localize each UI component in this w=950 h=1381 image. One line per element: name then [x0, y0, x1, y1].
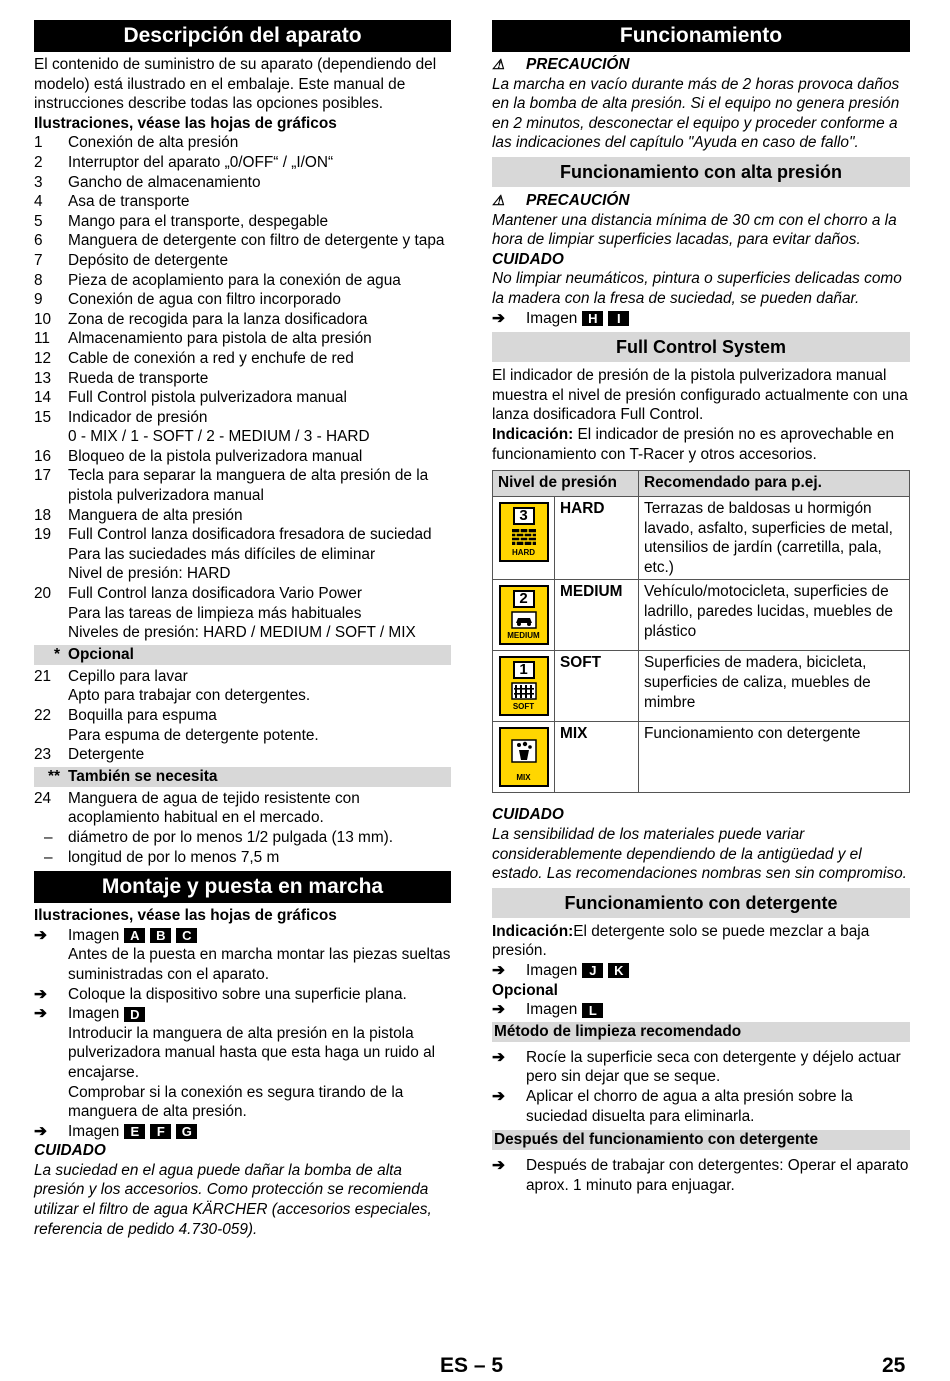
left-column: [34, 20, 451, 1239]
item-number: 13: [34, 369, 52, 387]
item-text: [68, 506, 451, 526]
item-line: Gancho de almacenamiento: [68, 173, 261, 191]
item-text: [68, 447, 451, 467]
list-item: [34, 506, 451, 526]
list-item: [34, 271, 451, 291]
item-number: 23: [34, 746, 52, 764]
step-text: Después de trabajar con detergentes: Operar el aparato aprox. 1 minuto para enjuagar.: [526, 1157, 909, 1194]
list-item: [34, 192, 451, 212]
image-ref-label: Imagen: [68, 1122, 120, 1140]
table-row: [493, 497, 910, 580]
item-text: [68, 388, 451, 408]
step-row: [34, 1122, 451, 1142]
image-ref-label: Imagen: [526, 962, 578, 980]
bricks-icon: [511, 528, 537, 546]
step-row: [34, 985, 451, 1005]
dash-text: diámetro de por lo menos 1/2 pulgada (13 mm).: [68, 828, 394, 846]
pressure-level: MEDIUM: [555, 580, 639, 651]
item-text: [68, 369, 451, 389]
subsection-title-full-control: Full Control System: [492, 332, 910, 362]
table-row: [493, 651, 910, 722]
item-number: 14: [34, 389, 52, 407]
item-text: [68, 408, 451, 447]
item-number: 6: [34, 232, 43, 250]
pressure-table: [492, 470, 910, 793]
step-text: Introducir la manguera de alta presión en la pistola pulverizadora manual hasta que esta haga un ruido al encajarse.: [68, 1024, 436, 1081]
item-text: [68, 231, 451, 251]
recommendation: Superficies de madera, bicicleta, superficies de caliza, muebles de mimbre: [639, 651, 910, 722]
item-subline: Apto para trabajar con detergentes.: [68, 687, 311, 705]
item-line: Depósito de detergente: [68, 251, 229, 269]
figure-badge: F: [150, 1124, 171, 1139]
level-icon-cell: [493, 651, 555, 722]
step-row: [34, 926, 451, 946]
caution-label: CUIDADO: [492, 806, 564, 824]
list-item: [34, 408, 451, 447]
list-item: [34, 153, 451, 173]
list-item: [34, 290, 451, 310]
precaution-label: PRECAUCIÓN: [526, 56, 630, 73]
item-line: Tecla para separar la manguera de alta presión de la pistola pulverizadora manual: [68, 467, 429, 505]
item-line: Detergente: [68, 746, 145, 764]
pressure-level: HARD: [555, 497, 639, 580]
list-item: [34, 667, 451, 706]
recommendation: Vehículo/motocicleta, superficies de ladrillo, paredes lucidas, muebles de plástico: [639, 580, 910, 651]
pressure-level: SOFT: [555, 651, 639, 722]
arrow-icon: ➔: [34, 1005, 47, 1023]
caution-text: La suciedad en el agua puede dañar la bomba de alta presión y los accesorios. Como protección se recomienda utilizar el filtro de agua KÄRCHER (accesorios especiales, referencia de pedido 4.730-059).: [34, 1161, 432, 1238]
note-label: Indicación:: [492, 922, 574, 940]
note-text: El indicador de presión no es aprovechable en funcionamiento con T-Racer y otros accesorios.: [492, 425, 895, 463]
item-line: Bloqueo de la pistola pulverizadora manual: [68, 447, 363, 465]
item-subline: Niveles de presión: HARD / MEDIUM / SOFT / MIX: [68, 624, 416, 642]
table-header-row: [493, 471, 910, 497]
item-number: 18: [34, 506, 52, 524]
figure-badge: G: [176, 1124, 197, 1139]
step-text: Antes de la puesta en marcha montar las piezas sueltas suministradas con el aparato.: [68, 946, 451, 983]
pressure-level-icon: [499, 727, 549, 787]
step-text: Aplicar el chorro de agua a alta presión sobre la suciedad disuelta para eliminarla.: [526, 1088, 853, 1125]
item-line: Asa de transporte: [68, 193, 190, 211]
arrow-icon: ➔: [492, 1048, 505, 1066]
dash-text: longitud de por lo menos 7,5 m: [68, 848, 280, 866]
note-text: El detergente solo se puede mezclar a baja presión.: [492, 922, 870, 960]
caution-label: CUIDADO: [34, 1142, 106, 1160]
item-number: 16: [34, 447, 52, 465]
method-title: Método de limpieza recomendado: [492, 1022, 910, 1042]
list-item: [34, 584, 451, 643]
warning-text: La marcha en vacío durante más de 2 horas provoca daños en la bomba de alta presión. Si el equipo no genera presión en 2 minutos, desconectar el equipo y proceder conforme a las indicaciones del capítulo "Ayuda en caso de fallo".: [492, 75, 900, 152]
item-subline: Para las suciedades más difíciles de eliminar: [68, 545, 376, 563]
table-row: [493, 580, 910, 651]
footer-page-number: 25: [882, 1354, 906, 1377]
item-line: Cable de conexión a red y enchufe de red: [68, 349, 354, 367]
pressure-level: MIX: [555, 722, 639, 793]
image-ref-label: Imagen: [526, 1001, 578, 1019]
list-item: [34, 745, 451, 765]
level-icon-cell: [493, 497, 555, 580]
item-line: Full Control lanza dosificadora fresadora de suciedad: [68, 526, 432, 544]
list-item: [34, 447, 451, 467]
item-line: Full Control pistola pulverizadora manual: [68, 389, 347, 407]
level-icon-cell: [493, 580, 555, 651]
list-item: [34, 133, 451, 153]
item-text: [68, 667, 451, 706]
recommendation: Funcionamiento con detergente: [639, 722, 910, 793]
item-number: 15: [34, 408, 52, 426]
optional-label: Opcional: [492, 981, 558, 999]
arrow-icon: ➔: [34, 926, 47, 944]
item-number: 20: [34, 585, 52, 603]
needed-label: También se necesita: [68, 767, 218, 785]
subsection-title-high-pressure: Funcionamiento con alta presión: [492, 157, 910, 187]
level-number: 3: [513, 507, 535, 525]
item-number: 19: [34, 526, 52, 544]
recommendation: Terrazas de baldosas u hormigón lavado, asfalto, superficies de metal, utensilios de jardín (carretilla, pala, etc.): [639, 497, 910, 580]
item-text: [68, 706, 451, 745]
list-item: [34, 329, 451, 349]
item-subline: Para las tareas de limpieza más habituales: [68, 604, 362, 622]
item-text: [68, 584, 451, 643]
item-line: Rueda de transporte: [68, 369, 209, 387]
warning-icon: ⚠: [492, 191, 505, 208]
icon-label: HARD: [511, 548, 536, 558]
item-text: [68, 290, 451, 310]
item-number: 11: [34, 330, 50, 348]
item-line: Pieza de acoplamiento para la conexión de agua: [68, 271, 401, 289]
level-icon-cell: [493, 722, 555, 793]
note-label: Indicación:: [492, 425, 574, 443]
figure-badge: D: [124, 1007, 145, 1022]
item-text: [68, 349, 451, 369]
fence-icon: [511, 682, 537, 700]
figure-badge: K: [608, 963, 629, 978]
needed-header: [34, 767, 451, 787]
arrow-icon: ➔: [492, 1157, 505, 1175]
section-title-operation: Funcionamiento: [492, 20, 910, 52]
subsection-title-detergent: Funcionamiento con detergente: [492, 888, 910, 918]
arrow-icon: ➔: [492, 1088, 505, 1105]
item-subline: Para espuma de detergente potente.: [68, 726, 319, 744]
figure-badge: H: [582, 311, 603, 326]
column-header: Nivel de presión: [493, 471, 639, 497]
fcs-text: El indicador de presión de la pistola pulverizadora manual muestra el nivel de presión configurado actualmente con una lanza dosificadora Full Control.: [492, 367, 908, 424]
list-item: [34, 525, 451, 584]
item-text: [68, 133, 451, 153]
item-number: 9: [34, 291, 43, 309]
footer-language-page: ES – 5: [440, 1354, 504, 1377]
item-text: [68, 329, 451, 349]
list-item: [34, 369, 451, 389]
item-text: [68, 745, 451, 765]
after-title: Después del funcionamiento con detergente: [492, 1130, 910, 1150]
step-text: Comprobar si la conexión es segura tirando de la manguera de alta presión.: [68, 1083, 404, 1121]
image-ref-label: Imagen: [68, 1005, 120, 1023]
item-line: Conexión de agua con filtro incorporado: [68, 291, 341, 309]
step-row: [492, 1156, 910, 1195]
arrow-icon: ➔: [34, 985, 47, 1003]
item-text: [68, 212, 451, 232]
item-text: [68, 466, 451, 505]
figure-badge: A: [124, 928, 145, 943]
list-item: [34, 173, 451, 193]
step-text: Coloque la dispositivo sobre una superficie plana.: [68, 985, 407, 1003]
item-number: 2: [34, 153, 43, 171]
caution-label: CUIDADO: [492, 250, 564, 268]
precaution-label: PRECAUCIÓN: [526, 191, 630, 209]
dash-bullet: –: [44, 848, 53, 866]
figure-badge: L: [582, 1003, 603, 1018]
right-column: [492, 20, 910, 1195]
level-number: 2: [513, 590, 535, 608]
step-text: Rocíe la superficie seca con detergente y déjelo actuar pero sin dejar que se seque.: [526, 1048, 901, 1086]
item-number: 7: [34, 251, 43, 269]
step-row: [492, 1087, 910, 1126]
list-item: [34, 212, 451, 232]
image-ref-label: Imagen: [68, 926, 120, 944]
item-line: Boquilla para espuma: [68, 707, 217, 724]
item-text: Manguera de agua de tejido resistente con acoplamiento habitual en el mercado.: [68, 789, 360, 827]
image-ref-label: Imagen: [526, 309, 578, 327]
step-row: [492, 1048, 910, 1087]
arrow-icon: ➔: [492, 1001, 505, 1019]
arrow-icon: ➔: [492, 309, 505, 327]
item-subline: 0 - MIX / 1 - SOFT / 2 - MEDIUM / 3 - HARD: [68, 428, 370, 446]
warning-icon: ⚠: [492, 56, 505, 72]
step-row: [34, 1004, 451, 1024]
optional-header: [34, 645, 451, 665]
list-item: [34, 388, 451, 408]
mount-illustrations-note: Ilustraciones, véase las hojas de gráficos: [34, 907, 337, 925]
item-text: [68, 525, 451, 584]
figure-badge: E: [124, 1124, 145, 1139]
item-number: 22: [34, 707, 52, 724]
list-item: [34, 349, 451, 369]
item-text: [68, 251, 451, 271]
illustrations-note: Ilustraciones, véase las hojas de gráficos: [34, 114, 337, 132]
car-icon: [511, 611, 537, 629]
item-line: Zona de recogida para la lanza dosificadora: [68, 310, 368, 328]
item-number: 10: [34, 310, 52, 328]
column-header: Recomendado para p.ej.: [639, 471, 910, 497]
arrow-icon: ➔: [34, 1122, 47, 1140]
item-line: Mango para el transporte, despegable: [68, 212, 329, 230]
item-line: Manguera de alta presión: [68, 506, 243, 524]
arrow-icon: ➔: [492, 962, 505, 980]
step-row: [492, 961, 910, 981]
section-title-mounting: Montaje y puesta en marcha: [34, 871, 451, 903]
step-row: [492, 309, 910, 329]
item-number: 21: [34, 667, 52, 685]
item-number: 8: [34, 271, 43, 289]
caution-text: No limpiar neumáticos, pintura o superficies delicadas como la madera con la fresa de suciedad, se pueden dañar.: [492, 270, 902, 307]
item-line: Cepillo para lavar: [68, 667, 188, 685]
item-number: 5: [34, 212, 43, 230]
warning-text: Mantener una distancia mínima de 30 cm con el chorro a la hora de limpiar superficies lacadas, para evitar daños.: [492, 211, 897, 249]
item-text: [68, 271, 451, 291]
pressure-level-icon: [499, 585, 549, 645]
list-item: [34, 466, 451, 505]
table-row: [493, 722, 910, 793]
dash-bullet: –: [44, 828, 53, 846]
item-number: 24: [34, 789, 52, 807]
item-line: Full Control lanza dosificadora Vario Power: [68, 585, 362, 603]
item-line: Conexión de alta presión: [68, 134, 239, 152]
item-number: 4: [34, 193, 43, 211]
item-subline: Nivel de presión: HARD: [68, 565, 231, 583]
list-item: [34, 251, 451, 271]
list-item: [34, 706, 451, 745]
optional-label: Opcional: [68, 645, 134, 663]
item-number: 17: [34, 467, 52, 485]
icon-label: MEDIUM: [507, 631, 540, 641]
item-line: Indicador de presión: [68, 408, 208, 426]
item-number: 12: [34, 349, 52, 367]
item-text: [68, 192, 451, 212]
caution-text: La sensibilidad de los materiales puede variar considerablemente dependiendo de la antigüedad y el estado. Las recomendaciones nombras sen sin compromiso.: [492, 826, 907, 883]
pressure-level-icon: [499, 502, 549, 562]
list-item: [34, 231, 451, 251]
section-title-description: Descripción del aparato: [34, 20, 451, 52]
item-text: [68, 173, 451, 193]
list-item: [34, 789, 451, 828]
description-intro: El contenido de suministro de su aparato (dependiendo del modelo) está ilustrado en el embalaje. Este manual de instrucciones describe todas las opciones posibles.: [34, 56, 437, 113]
pressure-level-icon: [499, 656, 549, 716]
list-item: [34, 310, 451, 330]
figure-badge: I: [608, 311, 629, 326]
icon-label: SOFT: [512, 702, 535, 712]
optional-list: [34, 667, 451, 765]
icon-label: MIX: [516, 773, 531, 783]
needed-mark: **: [48, 767, 60, 785]
item-number: 3: [34, 173, 43, 191]
detergent-icon: [511, 739, 537, 757]
parts-list: [34, 133, 451, 642]
dash-item: [34, 828, 451, 848]
item-line: Manguera de detergente con filtro de detergente y tapa: [68, 232, 445, 250]
item-number: 1: [34, 134, 43, 152]
figure-badge: C: [176, 928, 197, 943]
level-number: 1: [513, 661, 535, 679]
item-text: [68, 153, 451, 173]
optional-mark: *: [54, 645, 60, 663]
step-row: [492, 1000, 910, 1020]
dash-item: [34, 848, 451, 868]
figure-badge: J: [582, 963, 603, 978]
item-text: [68, 310, 451, 330]
item-line: Interruptor del aparato „0/OFF“ / „I/ON“: [68, 153, 334, 171]
figure-badge: B: [150, 928, 171, 943]
item-line: Almacenamiento para pistola de alta presión: [68, 330, 372, 348]
